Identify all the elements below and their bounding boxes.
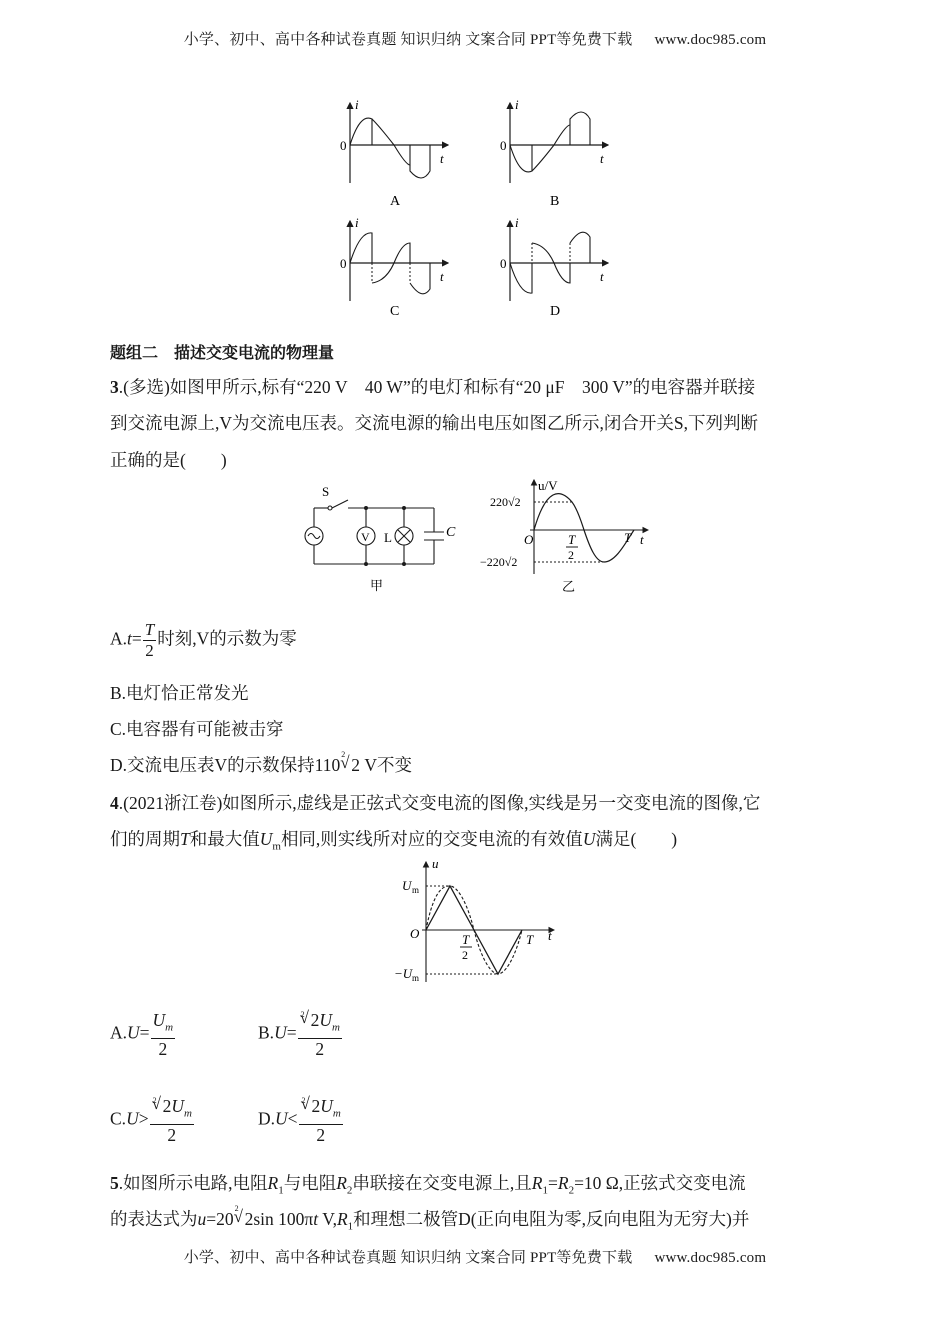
option-b-axis-t: t — [600, 151, 604, 166]
q5-line1 — [110, 1170, 746, 1197]
q3-option-d-text: D.交流电压表V的示数保持110 — [110, 755, 341, 775]
q3-line3: 正确的是( ) — [110, 450, 227, 470]
q5-r2-sub: 2 — [346, 1184, 353, 1197]
option-graph-a — [340, 97, 448, 209]
q3-option-b: B.电灯恰正常发光 — [110, 683, 249, 703]
q4-option-c-num: U — [171, 1096, 184, 1116]
q3-option-a-text: 时刻,V的示数为零 — [157, 628, 297, 649]
q4-line2-a: 们的周期 — [110, 829, 180, 849]
q5-line1-a: .如图所示电路,电阻 — [118, 1173, 268, 1193]
q4-option-c-den: 2 — [167, 1124, 177, 1145]
q4-line2-T: T — [180, 829, 190, 849]
q4-option-b-var: U — [274, 1022, 287, 1043]
graph-max-label: 220√2 — [490, 495, 521, 509]
q5-r1-sub: 1 — [278, 1184, 284, 1197]
footer-url: www.doc985.com — [654, 1250, 767, 1266]
q4-line2-U2: U — [582, 829, 596, 849]
q3-option-a — [110, 620, 297, 661]
q4-option-b-rad: 2 — [310, 1010, 320, 1030]
q5-number: 5 — [110, 1173, 119, 1193]
q5-rad-value: 2 — [244, 1209, 254, 1229]
q4-axis-t: t — [548, 928, 552, 943]
page-footer — [0, 1246, 950, 1267]
q5-r1c-sub: 1 — [347, 1220, 354, 1233]
q4-option-c-fraction — [150, 1096, 194, 1145]
q5-r1c: R — [336, 1209, 348, 1229]
q4-option-d-rel: < — [287, 1108, 298, 1129]
q5-r2: R — [336, 1173, 347, 1193]
q3-voltage-graph — [474, 478, 664, 596]
q4-option-b-idx: √ 2 — [300, 1010, 305, 1019]
q5-line1-b: 与电阻 — [283, 1173, 337, 1193]
option-graph-b — [500, 97, 608, 209]
q4-max-label: U — [402, 878, 412, 893]
q4-option-b-sub: m — [331, 1021, 340, 1034]
option-d-origin: 0 — [500, 256, 507, 271]
q5-r1: R — [267, 1173, 279, 1193]
circuit-lamp-label: L — [384, 530, 392, 545]
q5-line2-b: =20 — [206, 1209, 234, 1229]
q4-option-c — [110, 1096, 195, 1145]
q5-line2 — [110, 1206, 749, 1233]
q5-eq: = — [547, 1173, 558, 1193]
circuit-switch-label: S — [322, 484, 330, 499]
q3-option-d-radical — [340, 750, 361, 775]
graph-caption: 乙 — [562, 579, 576, 594]
option-a-axis-t: t — [440, 151, 444, 166]
option-c-axis-t: t — [440, 269, 444, 284]
q5-t: t — [313, 1209, 319, 1229]
q4-line2-U: U — [259, 829, 273, 849]
q5-u: u — [197, 1209, 207, 1229]
option-c-axis-i: i — [355, 215, 359, 230]
q4-option-a-sub: m — [165, 1021, 174, 1034]
q4-line2-m: m — [272, 840, 281, 853]
q4-option-a-fraction — [151, 1010, 176, 1059]
q5-line2-e: 和理想二极管D(正向电阻为零,反向电阻为无穷大)并 — [353, 1209, 750, 1229]
q4-option-b-den: 2 — [315, 1038, 325, 1059]
q4-line2-c: 相同,则实线所对应的交变电流的有效值 — [280, 829, 583, 849]
option-a-label: A — [390, 194, 401, 209]
q4-option-a-var: U — [127, 1022, 140, 1043]
q4-option-a-rel: = — [139, 1022, 150, 1043]
q4-option-c-rad: 2 — [162, 1096, 172, 1116]
q4-option-d-den: 2 — [316, 1124, 326, 1145]
q3-option-d — [110, 752, 412, 777]
q4-option-c-var: U — [126, 1108, 139, 1129]
option-graph-c — [340, 215, 448, 319]
q4-option-a-num: U — [152, 1010, 166, 1030]
section-title: 题组二 描述交变电流的物理量 — [110, 343, 335, 362]
q3-option-a-num: T — [144, 620, 155, 639]
q3-option-a-var: t — [127, 628, 132, 649]
q4-option-c-prefix: C. — [110, 1108, 127, 1129]
q5-line1-c: 串联接在交变电源上,且 — [352, 1173, 532, 1193]
option-d-axis-t: t — [600, 269, 604, 284]
q5-rad-idx: √ 2 — [234, 1204, 239, 1213]
q4-waveform-graph — [394, 858, 564, 988]
q3-option-a-prefix: A. — [110, 628, 128, 649]
q4-option-d-fraction — [299, 1096, 343, 1145]
q5-r2b: R — [557, 1173, 569, 1193]
q4-option-b-rel: = — [286, 1022, 297, 1043]
q4-number: 4 — [110, 793, 119, 813]
q3-option-a-fraction — [143, 620, 156, 661]
q4-option-c-sub: m — [183, 1107, 192, 1120]
q3-option-c: C.电容器有可能被击穿 — [110, 719, 284, 739]
q5-line1-d: =10 Ω,正弦式交变电流 — [574, 1173, 746, 1193]
graph-period-label: T — [624, 530, 632, 545]
q3-option-a-eq: = — [131, 628, 142, 649]
footer-text: 小学、初中、高中各种试卷真题 知识归纳 文案合同 PPT等免费下载 — [183, 1250, 633, 1266]
q4-option-c-idx: √ 2 — [152, 1096, 157, 1105]
q5-line2-d: V, — [318, 1209, 337, 1229]
q4-origin: O — [410, 926, 420, 941]
q5-r1b: R — [531, 1173, 543, 1193]
q5-line2-c: sin 100π — [253, 1209, 314, 1229]
q4-option-b-fraction — [298, 1010, 342, 1059]
q4-option-b-num: U — [319, 1010, 332, 1030]
q4-option-d-num: U — [320, 1096, 333, 1116]
q4-option-a-den: 2 — [158, 1038, 168, 1059]
q4-option-d-var: U — [275, 1108, 288, 1129]
q4-option-d-idx: √ 2 — [301, 1096, 306, 1105]
option-graph-d — [500, 215, 608, 319]
header-url: www.doc985.com — [654, 32, 767, 48]
q4-option-c-rel: > — [138, 1108, 149, 1129]
q4-option-d — [258, 1096, 344, 1145]
q4-axis-u: u — [432, 856, 439, 871]
waveform-options-figure — [330, 95, 630, 320]
option-d-label: D — [550, 304, 561, 319]
option-b-axis-i: i — [515, 97, 519, 112]
q4-half-num: T — [462, 932, 470, 947]
circuit-cap-label: C — [446, 525, 456, 540]
q5-r2b-sub: 2 — [568, 1184, 575, 1197]
q4-option-d-prefix: D. — [258, 1108, 276, 1129]
q3-option-a-den: 2 — [145, 641, 154, 660]
page-header — [0, 28, 950, 49]
option-b-origin: 0 — [500, 138, 507, 153]
q4-line1-text: .(2021浙江卷)如图所示,虚线是正弦式交变电流的图像,实线是另一交变电流的图像,它 — [118, 793, 761, 813]
q3-number: 3 — [110, 377, 119, 397]
q4-min-label: −U — [394, 966, 413, 981]
q4-option-a — [110, 1010, 176, 1059]
q4-max-sub: m — [412, 885, 420, 895]
q4-period: T — [526, 932, 534, 947]
q3-line1 — [110, 374, 755, 399]
q4-option-d-sub: m — [332, 1107, 341, 1120]
header-text: 小学、初中、高中各种试卷真题 知识归纳 文案合同 PPT等免费下载 — [183, 32, 633, 48]
q4-min-sub: m — [412, 973, 420, 983]
q4-option-b-prefix: B. — [258, 1022, 275, 1043]
option-d-axis-i: i — [515, 215, 519, 230]
q5-radical — [234, 1204, 254, 1229]
q3-option-d-rad-value: 2 — [351, 755, 361, 775]
q4-line2-d: 满足( ) — [595, 829, 678, 849]
q4-option-a-prefix: A. — [110, 1022, 128, 1043]
q5-line2-a: 的表达式为 — [110, 1209, 198, 1229]
circuit-caption: 甲 — [370, 578, 384, 593]
q3-circuit-figure — [300, 484, 470, 596]
option-c-origin: 0 — [340, 256, 347, 271]
option-b-label: B — [550, 194, 560, 209]
q4-line2-b: 和最大值 — [189, 829, 260, 849]
option-c-label: C — [390, 304, 400, 319]
q4-line1 — [110, 790, 760, 815]
graph-min-label: −220√2 — [480, 555, 518, 569]
q4-option-b — [258, 1010, 343, 1059]
graph-half-num: T — [568, 532, 576, 547]
graph-u-axis-label: u/V — [538, 478, 558, 493]
q3-line2: 到交流电源上,V为交流电压表。交流电源的输出电压如图乙所示,闭合开关S,下列判断 — [110, 413, 758, 433]
q3-line1-text: .(多选)如图甲所示,标有“220 V 40 W”的电灯和标有“20 μF 300 V”的电容器并联接 — [118, 377, 756, 397]
graph-half-den: 2 — [568, 548, 574, 562]
graph-origin-label: O — [524, 532, 534, 547]
graph-t-axis-label: t — [640, 532, 644, 547]
option-a-origin: 0 — [340, 138, 347, 153]
q3-option-d-suffix: V不变 — [360, 755, 413, 775]
q4-option-d-rad: 2 — [311, 1096, 321, 1116]
q5-r1b-sub: 1 — [542, 1184, 548, 1197]
q3-option-d-rad-index: √ 2 — [341, 750, 346, 759]
option-a-axis-i: i — [355, 97, 359, 112]
q4-half-den: 2 — [462, 948, 468, 962]
q4-line2 — [110, 826, 677, 853]
circuit-meter-label: V — [361, 530, 370, 544]
